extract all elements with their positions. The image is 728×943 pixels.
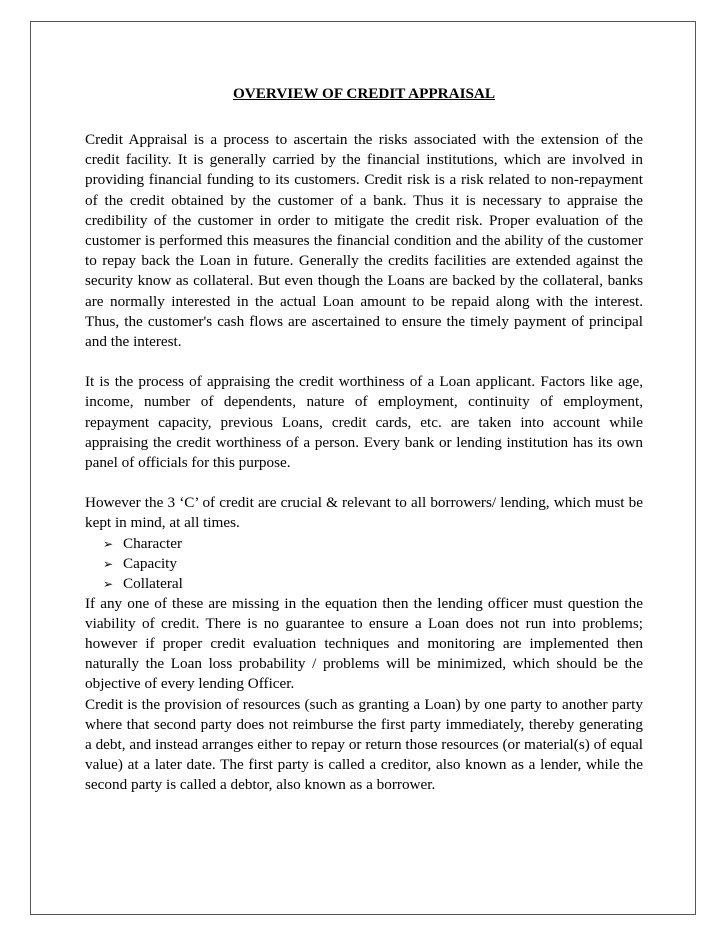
- paragraph-viability: If any one of these are missing in the equation then the lending officer must question the viability of credit. There is no guarantee to ensure a Loan does not run into problems; however if proper credit evaluation techniques and monitoring are implemented then naturally the Loan loss probability / problems will be minimized, which should be the objective of every lending Officer.: [85, 594, 643, 693]
- list-item-label: Character: [123, 534, 183, 552]
- list-item-label: Capacity: [123, 554, 177, 572]
- list-item: [103, 574, 643, 594]
- paragraph-three-cs: However the 3 ‘C’ of credit are crucial & relevant to all borrowers/ lending, which must be kept in mind, at all times.: [85, 494, 643, 532]
- paragraph-credit-appraisal-definition: Credit Appraisal is a process to ascertain the risks associated with the extension of the credit facility. It is generally carried by the financial institutions, which are involved in providing financial funding to its customers. Credit risk is a risk related to non-repayment of the credit obtained by the customer of a bank. Thus it is necessary to appraise the credibility of the customer in order to mitigate the credit risk. Proper evaluation of the customer is performed this measures the financial condition and the ability of the customer to repay back the Loan in future. Generally the credits facilities are extended against the security know as collateral. But even though the Loans are backed by the collateral, banks are normally interested in the actual Loan amount to be repaid along with the interest. Thus, the customer's cash flows are ascertained to ensure the timely payment of principal and the interest.: [85, 131, 643, 351]
- list-item-label: Collateral: [123, 574, 183, 592]
- arrow-bullet-icon: ➢: [103, 576, 114, 591]
- paragraph-credit-definition: Credit is the provision of resources (such as granting a Loan) by one party to another party where that second party does not reimburse the first party immediately, thereby generating a debt, and instead arranges either to repay or return those resources (or material(s) of equal value) at a later date. The first party is called a creditor, also known as a lender, while the second party is called a debtor, also known as a borrower.: [85, 695, 643, 794]
- arrow-bullet-icon: ➢: [103, 556, 114, 571]
- list-item: [103, 534, 643, 554]
- paragraph-appraisal-process: It is the process of appraising the credit worthiness of a Loan applicant. Factors like age, income, number of dependents, nature of employment, continuity of employment, repayment capacity, previous Loans, credit cards, etc. are taken into account while appraising the credit worthiness of a person. Every bank or lending institution has its own panel of officials for this purpose.: [85, 373, 643, 472]
- document-body: [85, 84, 643, 796]
- document-title: OVERVIEW OF CREDIT APPRAISAL: [232, 85, 496, 102]
- arrow-bullet-icon: ➢: [103, 536, 114, 551]
- three-cs-list: [85, 534, 643, 594]
- list-item: [103, 554, 643, 574]
